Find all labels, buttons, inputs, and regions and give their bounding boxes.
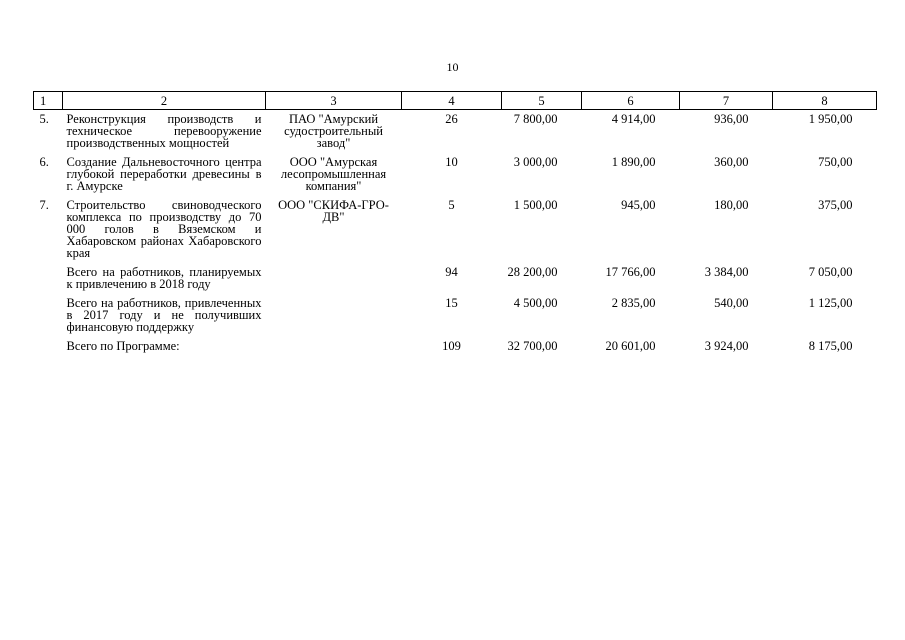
header-cell: 2 xyxy=(63,92,266,110)
program-table xyxy=(33,91,877,356)
header-cell: 4 xyxy=(402,92,502,110)
value-col6: 945,00 xyxy=(621,198,656,212)
row-number xyxy=(34,337,63,356)
value-col8: 750,00 xyxy=(818,155,853,169)
row-number: 5. xyxy=(39,112,49,126)
value-col6: 1 890,00 xyxy=(611,155,656,169)
total-label: Всего на работников, привлеченных в 2017 году и не получивших финансовую поддержку xyxy=(66,296,262,334)
value-col6: 2 835,00 xyxy=(611,296,656,310)
value-col8: 8 175,00 xyxy=(808,339,853,353)
value-col7: 3 384,00 xyxy=(704,265,749,279)
value-col5: 28 200,00 xyxy=(507,265,558,279)
organization xyxy=(266,294,402,337)
subtotal-row-planned-2018 xyxy=(34,263,877,294)
value-col7: 3 924,00 xyxy=(704,339,749,353)
value-col5: 3 000,00 xyxy=(513,155,558,169)
value-col7: 936,00 xyxy=(714,112,749,126)
workers-count: 109 xyxy=(442,339,461,353)
workers-count: 26 xyxy=(445,112,458,126)
value-col8: 1 125,00 xyxy=(808,296,853,310)
workers-count: 5 xyxy=(448,198,455,212)
value-col7: 540,00 xyxy=(714,296,749,310)
organization: ООО "Амурская лесопромышленная компания" xyxy=(280,155,387,193)
page-number: 10 xyxy=(446,60,459,74)
project-name: Реконструкция производств и техническое перевооружение производственных мощностей xyxy=(66,112,262,150)
value-col6: 20 601,00 xyxy=(605,339,656,353)
total-label: Всего по Программе: xyxy=(66,339,180,353)
value-col8: 1 950,00 xyxy=(808,112,853,126)
grand-total-row xyxy=(34,337,877,356)
header-cell: 6 xyxy=(582,92,680,110)
workers-count: 94 xyxy=(445,265,458,279)
value-col7: 180,00 xyxy=(714,198,749,212)
value-col8: 7 050,00 xyxy=(808,265,853,279)
organization xyxy=(266,337,402,356)
header-cell: 8 xyxy=(773,92,877,110)
header-cell: 3 xyxy=(266,92,402,110)
value-col6: 17 766,00 xyxy=(605,265,656,279)
organization: ПАО "Амурский судостроительный завод" xyxy=(284,112,383,150)
row-number xyxy=(34,294,63,337)
project-name: Создание Дальневосточного центра глубокой переработки древесины в г. Амурске xyxy=(66,155,262,193)
workers-count: 15 xyxy=(445,296,458,310)
total-label: Всего на работников, планируемых к привлечению в 2018 году xyxy=(66,265,262,291)
organization: ООО "СКИФА-ГРО-ДВ" xyxy=(278,198,389,224)
row-number: 7. xyxy=(39,198,49,212)
table-row xyxy=(34,196,877,263)
project-name: Строительство свиноводческого комплекса по производству до 70 000 голов в Вяземском и Хабаровском районах Хабаровского края xyxy=(66,198,262,260)
header-cell: 5 xyxy=(502,92,582,110)
column-number-header-row xyxy=(34,92,877,110)
value-col5: 1 500,00 xyxy=(513,198,558,212)
subtotal-row-2017 xyxy=(34,294,877,337)
table-row xyxy=(34,110,877,154)
header-cell: 1 xyxy=(34,92,63,110)
value-col6: 4 914,00 xyxy=(611,112,656,126)
table-row xyxy=(34,153,877,196)
value-col8: 375,00 xyxy=(818,198,853,212)
row-number xyxy=(34,263,63,294)
header-cell: 7 xyxy=(680,92,773,110)
organization xyxy=(266,263,402,294)
workers-count: 10 xyxy=(445,155,458,169)
value-col5: 7 800,00 xyxy=(513,112,558,126)
value-col5: 32 700,00 xyxy=(507,339,558,353)
row-number: 6. xyxy=(39,155,49,169)
value-col5: 4 500,00 xyxy=(513,296,558,310)
value-col7: 360,00 xyxy=(714,155,749,169)
